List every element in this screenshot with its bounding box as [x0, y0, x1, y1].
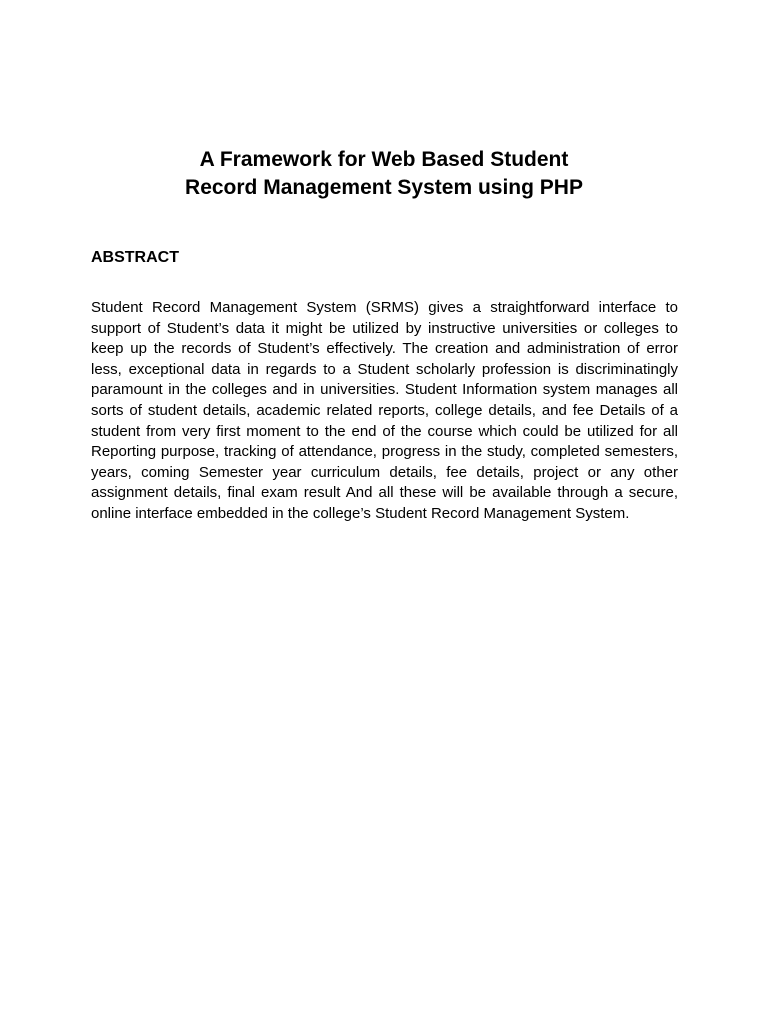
abstract-line: less, exceptional data in regards to a Student scholarly profession is discriminatingly — [91, 360, 678, 378]
abstract-heading: ABSTRACT — [91, 249, 179, 266]
abstract-line: Reporting purpose, tracking of attendance, progress in the study, completed semesters, — [91, 443, 678, 461]
abstract-line: keep up the records of Student’s effectively. The creation and administration of error — [91, 340, 678, 358]
abstract-line: sorts of student details, academic related reports, college details, and fee Details of a — [91, 401, 678, 419]
paper-title-line-1: A Framework for Web Based Student — [199, 148, 569, 171]
abstract-line: assignment details, final exam result And all these will be available through a secure, — [91, 484, 678, 502]
paper-title-line-2: Record Management System using PHP — [185, 176, 583, 199]
abstract-line: online interface embedded in the college’s Student Record Management System. — [91, 504, 630, 522]
abstract-line: support of Student’s data it might be utilized by instructive universities or colleges to — [91, 319, 678, 337]
abstract-line: paramount in the colleges and in universities. Student Information system manages all — [91, 381, 678, 399]
abstract-line: years, coming Semester year curriculum details, fee details, project or any other — [91, 463, 678, 481]
abstract-line: Student Record Management System (SRMS) gives a straightforward interface to — [91, 299, 678, 316]
paper-title — [90, 146, 678, 202]
abstract-body — [91, 298, 678, 525]
abstract-line: student from very first moment to the end of the course which could be utilized for all — [91, 422, 678, 440]
